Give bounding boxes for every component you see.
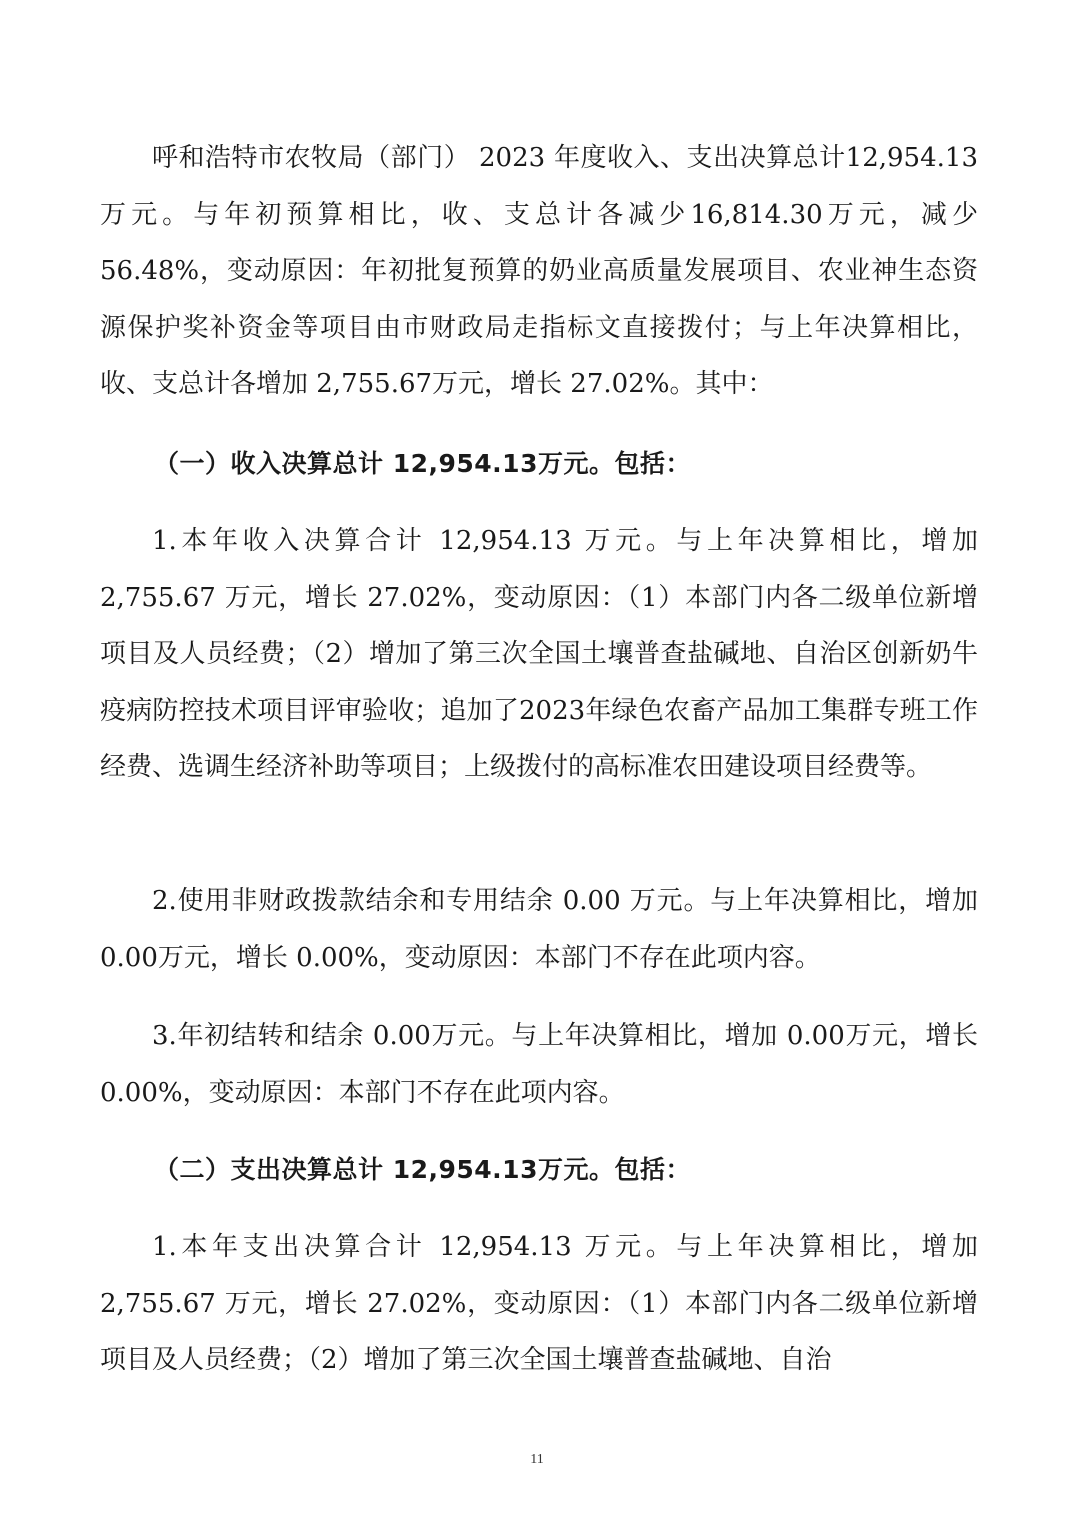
page-number: 11 [530,1452,544,1467]
paragraph-carryover-balance: 3.年初结转和结余 0.00万元。与上年决算相比，增加 0.00万元，增长0.00%，变动原因：本部门不存在此项内容。 [100,1021,978,1108]
paragraph-non-fiscal-balance: 2.使用非财政拨款结余和专用结余 0.00 万元。与上年决算相比，增加0.00万元，增长 0.00%，变动原因：本部门不存在此项内容。 [100,886,978,973]
heading-expenditure-total: （二）支出决算总计 12,954.13万元。包括： [154,1155,691,1184]
paragraph-income-current-year: 1.本年收入决算合计 12,954.13 万元。与上年决算相比，增加2,755.67 万元，增长 27.02%，变动原因：（1）本部门内各二级单位新增项目及人员经费；（2）增加了第三次全国土壤普查盐碱地、自治区创新奶牛疫病防控技术项目评审验收；追加了2023年绿色农畜产品加工集群专班工作经费、选调生经济补助等项目；上级拨付的高标准农田建设项目经费等。 [100,526,978,782]
paragraph-expenditure-current-year: 1.本年支出决算合计 12,954.13 万元。与上年决算相比，增加2,755.67 万元，增长 27.02%，变动原因：（1）本部门内各二级单位新增项目及人员经费；（2）增加了第三次全国土壤普查盐碱地、自治 [100,1232,978,1375]
paragraph-summary: 呼和浩特市农牧局（部门） 2023 年度收入、支出决算总计12,954.13万元。与年初预算相比，收、支总计各减少16,814.30万元，减少 56.48%，变动原因：年初批复预算的奶业高质量发展项目、农业神生态资源保护奖补资金等项目由市财政局走指标文直接拨付；与上年决算相比，收、支总计各增加 2,755.67万元，增长 27.02%。其中： [100,143,978,399]
heading-income-total: （一）收入决算总计 12,954.13万元。包括： [154,449,691,478]
